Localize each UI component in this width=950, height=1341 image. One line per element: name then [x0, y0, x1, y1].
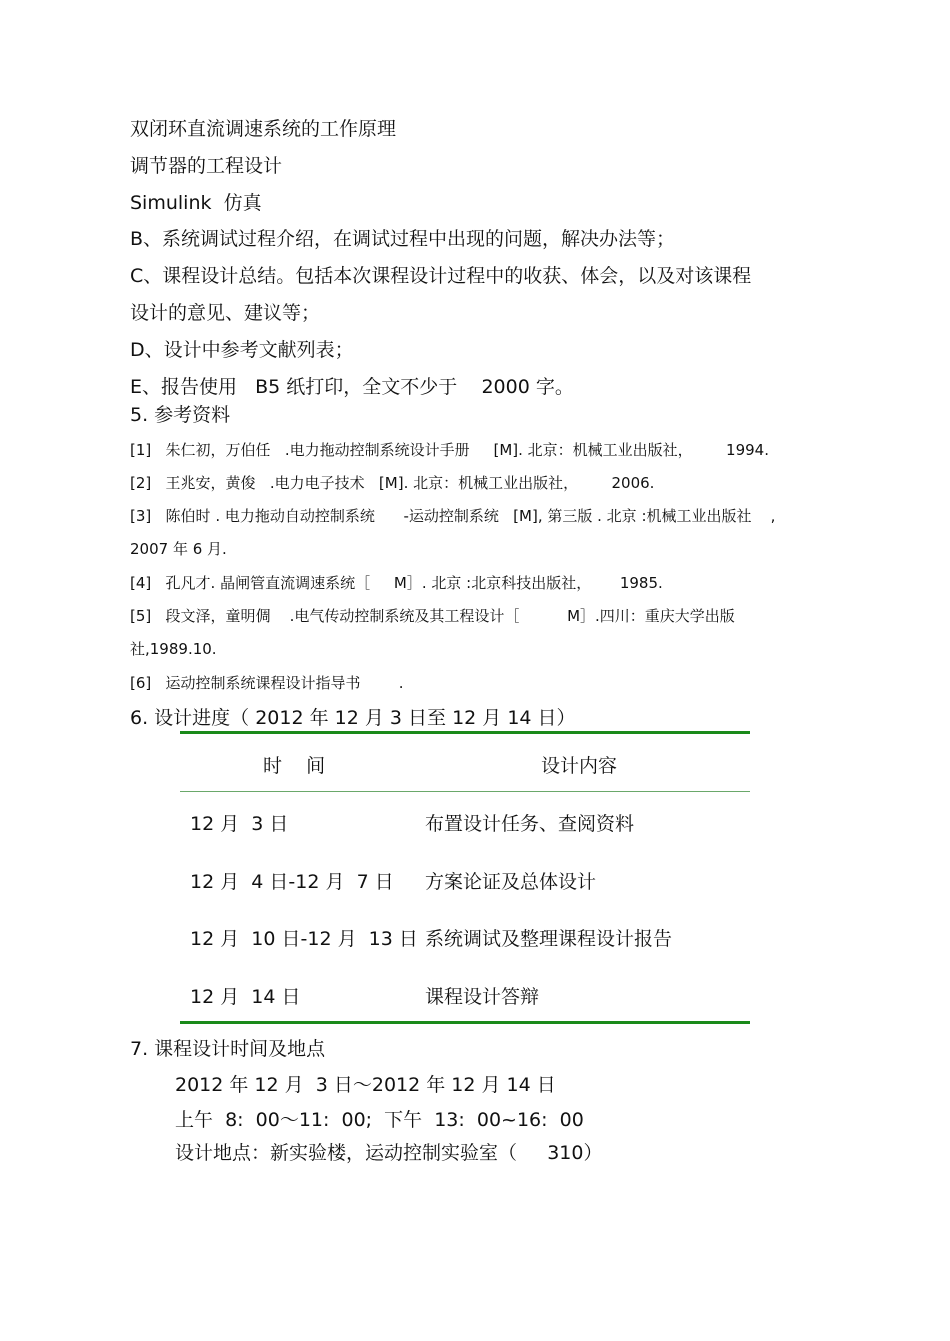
table-cell-task: 方案论证及总体设计 — [425, 871, 597, 893]
reference-5: [5] 段文泽，童明倜 .电气传动控制系统及其工程设计［ M］.四川：重庆大学出版 — [130, 607, 735, 625]
reference-3-cont: 2007 年 6 月. — [130, 540, 227, 558]
line-item-b: B、系统调试过程介绍，在调试过程中出现的问题，解决办法等； — [130, 228, 676, 250]
reference-6: [6] 运动控制系统课程设计指导书 . — [130, 674, 404, 692]
course-hours: 上午 8: 00～11: 00; 下午 13: 00~16: 00 — [175, 1109, 584, 1131]
line-principle: 双闭环直流调速系统的工作原理 — [130, 118, 397, 140]
table-cell-date: 12 月 10 日-12 月 13 日 — [190, 928, 418, 950]
course-location: 设计地点：新实验楼，运动控制实验室（ 310） — [175, 1142, 603, 1164]
reference-3: [3] 陈伯时 . 电力拖动自动控制系统 -运动控制系统 [M], 第三版 . 北京 :机械工业出版社 , — [130, 507, 776, 525]
line-simulink: Simulink 仿真 — [130, 192, 262, 214]
section-6-heading: 6. 设计进度（ 2012 年 12 月 3 日至 12 月 14 日） — [130, 707, 576, 729]
table-cell-task: 课程设计答辩 — [425, 986, 540, 1008]
section-5-heading: 5. 参考资料 — [130, 404, 231, 426]
reference-2: [2] 王兆安，黄俊 .电力电子技术 [M]. 北京：机械工业出版社， 2006. — [130, 474, 655, 492]
reference-5-cont: 社,1989.10. — [130, 640, 217, 658]
line-regulator-design: 调节器的工程设计 — [130, 155, 283, 177]
table-header-time: 时 间 — [263, 755, 326, 777]
table-header-content: 设计内容 — [541, 755, 618, 777]
line-item-d: D、设计中参考文献列表； — [130, 339, 354, 361]
table-bottom-rule — [180, 1021, 750, 1024]
course-dates: 2012 年 12 月 3 日～2012 年 12 月 14 日 — [175, 1074, 556, 1096]
reference-1: [1] 朱仁初，万伯任 .电力拖动控制系统设计手册 [M]. 北京：机械工业出版社， 1994. — [130, 441, 769, 459]
table-cell-date: 12 月 14 日 — [190, 986, 301, 1008]
table-cell-task: 系统调试及整理课程设计报告 — [425, 928, 673, 950]
table-top-rule — [180, 731, 750, 734]
line-item-c-cont: 设计的意见、建议等； — [130, 302, 321, 324]
reference-4: [4] 孔凡才. 晶闸管直流调速系统［ M］. 北京 :北京科技出版社， 1985. — [130, 574, 663, 592]
table-cell-date: 12 月 4 日-12 月 7 日 — [190, 871, 394, 893]
table-cell-date: 12 月 3 日 — [190, 813, 289, 835]
table-header-rule — [180, 791, 750, 792]
section-7-heading: 7. 课程设计时间及地点 — [130, 1038, 326, 1060]
line-item-e: E、报告使用 B5 纸打印，全文不少于 2000 字。 — [130, 376, 574, 398]
table-cell-task: 布置设计任务、查阅资料 — [425, 813, 635, 835]
line-item-c: C、课程设计总结。包括本次课程设计过程中的收获、体会，以及对该课程 — [130, 265, 752, 287]
